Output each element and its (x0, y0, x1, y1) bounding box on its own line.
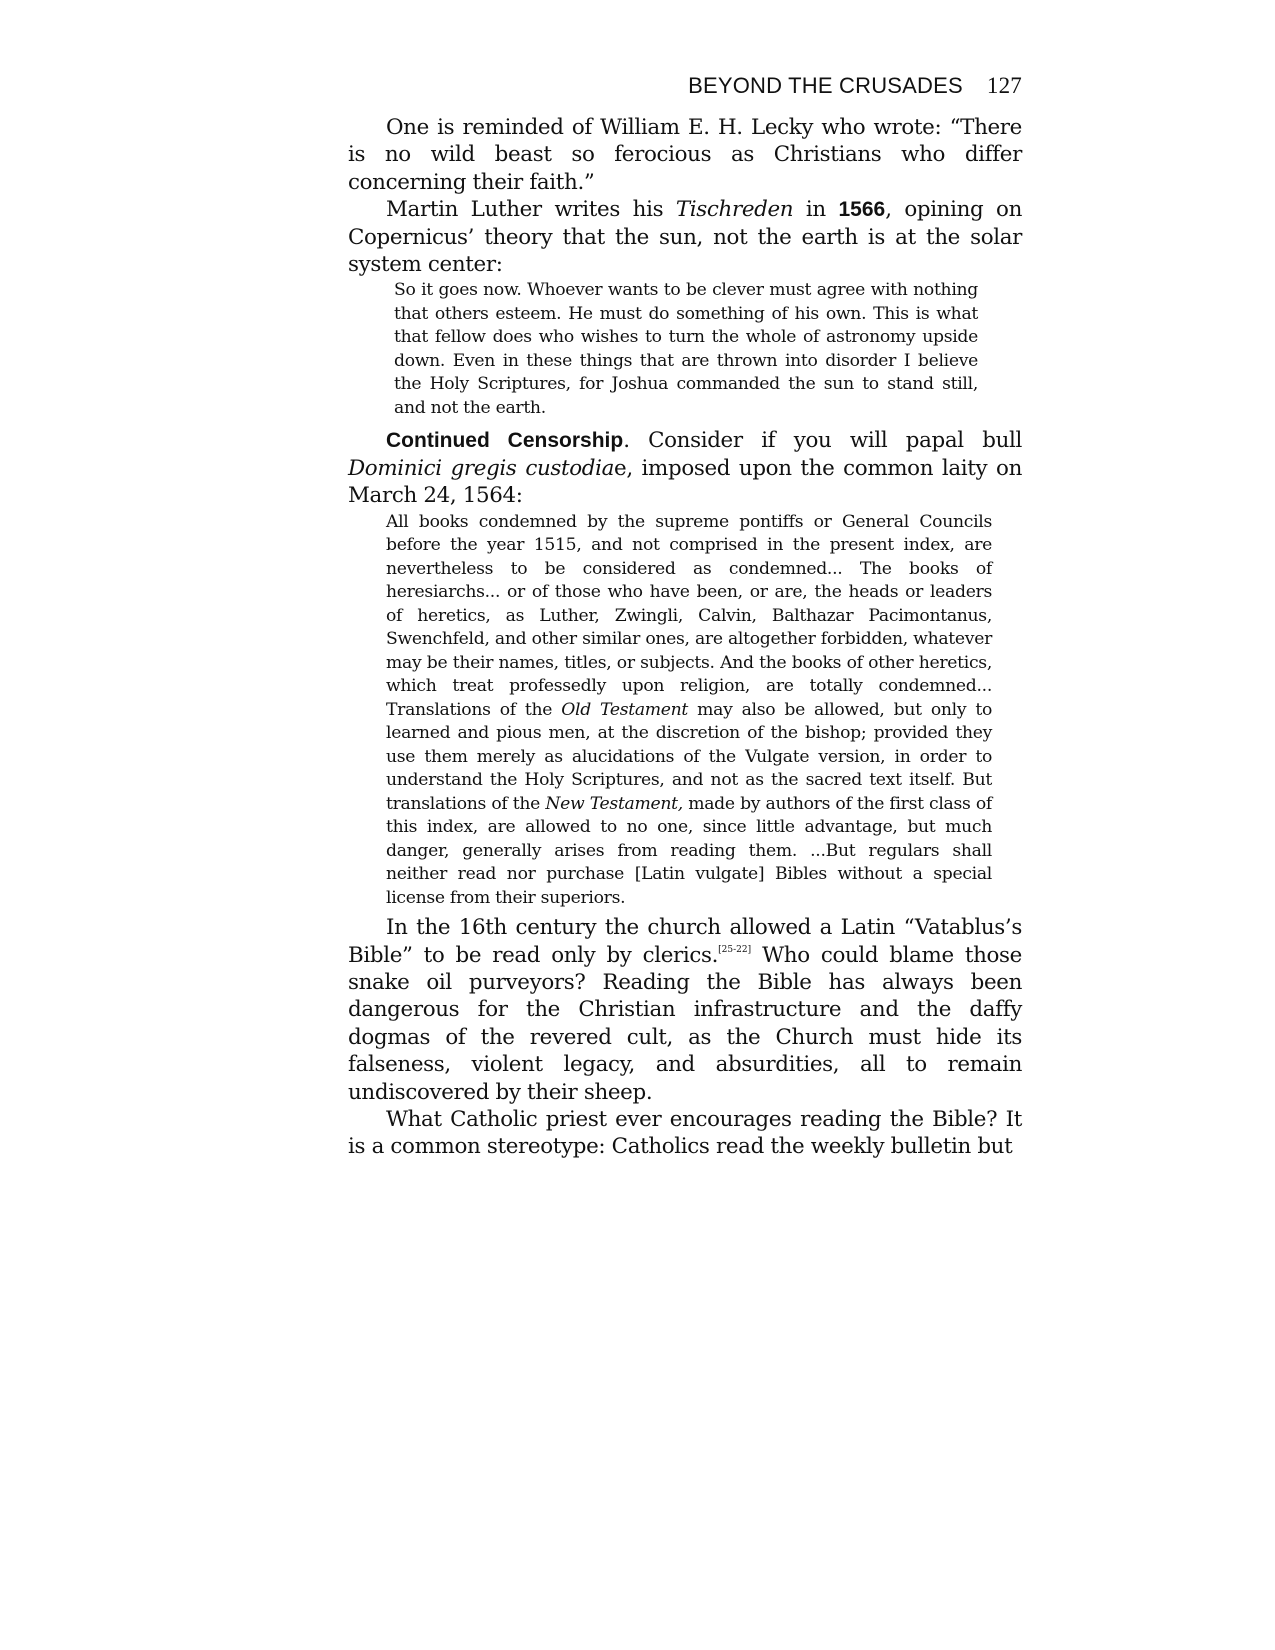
paragraph-text: What Catholic priest ever encourages reading the Bible? It is a common stereotype: Catholics read the weekly bulletin but (348, 1107, 1022, 1160)
year-highlight: 1566 (838, 198, 886, 222)
paragraph-text: . Consider if you will papal bull (623, 428, 1022, 454)
paragraph-text: One is reminded of William E. H. Lecky who wrote: “There is no wild beast so ferocious as Christians who differ concerning their faith.” (348, 115, 1022, 195)
paragraph-text: , opining on Copernicus’ theory that the sun, not the earth is at the solar system center: (348, 197, 1022, 278)
running-header (348, 72, 1022, 100)
footnote-reference: [25-22] (718, 944, 752, 955)
block-quote-papal-bull (386, 511, 992, 911)
book-page (348, 72, 1022, 1161)
paragraph-lecky (348, 114, 1022, 196)
paragraph-text: In the 16th century the church allowed a Latin “Vatablus’s Bible” to be read only by clerics. (348, 915, 1022, 968)
paragraph-censorship (348, 427, 1022, 509)
paragraph-catholic-priest (348, 1106, 1022, 1161)
new-testament-italic: New Testament, (545, 793, 683, 814)
quote-text: may also be allowed, but only to learned and pious men, at the discretion of the bishop; provided they use them merely as alucidations of the Vulgate version, in order to understand the Holy Scriptures, and not as the sacred text itself. But translations of the (386, 699, 993, 814)
quote-text: So it goes now. Whoever wants to be clever must agree with nothing that others esteem. He must do something of his own. This is what that fellow does who wishes to turn the whole of astronomy upside down. Even in these things that are thrown into disorder I believe the Holy Scriptures, for Joshua commanded the sun to stand still, and not the earth. (394, 280, 978, 418)
running-head-title: BEYOND THE CRUSADES (688, 73, 963, 98)
paragraph-text: Who could blame those snake oil purveyors? Reading the Bible has always been dangerous for the Christian infrastructure and the daffy dogmas of the revered cult, as the Church must hide its falseness, violent legacy, and absurdities, all to remain undiscovered by their sheep. (348, 942, 1022, 1105)
paragraph-text: Martin Luther writes his (386, 197, 676, 223)
paragraph-text: e, imposed upon the common laity on March 24, 1564: (348, 455, 1023, 509)
paragraph-vatablus (348, 914, 1022, 1106)
page-number: 127 (986, 73, 1022, 98)
bull-title-italic: Dominici gregis custodia (348, 455, 615, 481)
block-quote-luther (394, 279, 978, 420)
old-testament-italic: Old Testament (561, 699, 689, 720)
paragraph-luther (348, 196, 1022, 278)
quote-text: All books condemned by the supreme pontiffs or General Councils before the year 1515, and not comprised in the present index, are nevertheless to be considered as condemned... The books of heresiarchs... or of those who have been, or are, the heads or leaders of heretics, as Luther, Zwingli, Calvin, Balthazar Pacimontanus, Swenchfeld, and other similar ones, are altogether forbidden, whatever may be their names, titles, or subjects. And the books of other heretics, which treat professedly upon religion, are totally condemned... Translations of the (386, 511, 992, 720)
paragraph-text: in (793, 197, 839, 223)
quote-text: made by authors of the first class of this index, are allowed to no one, since little advantage, but much danger, generally arises from reading them. ...But regulars shall neither read nor purchase [Latin vulgate] Bibles without a special license from their superiors. (386, 793, 992, 908)
section-heading: Continued Censorship (386, 429, 624, 453)
book-title-italic: Tischreden (675, 197, 794, 223)
